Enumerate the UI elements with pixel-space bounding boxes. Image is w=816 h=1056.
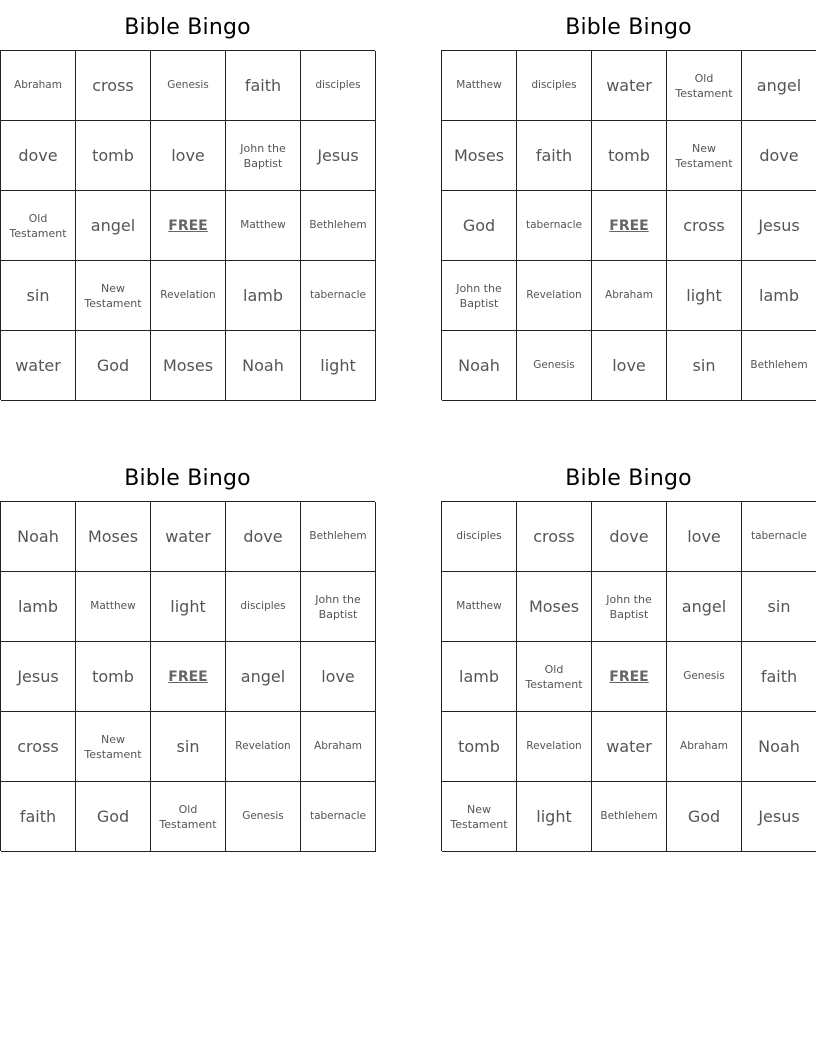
bingo-cell <box>592 51 667 121</box>
bingo-cell <box>151 121 226 191</box>
bingo-word: angel <box>681 597 727 616</box>
bingo-word: tabernacle <box>309 289 367 301</box>
bingo-cell <box>667 331 742 401</box>
bingo-word: Bethlehem <box>309 530 367 542</box>
bingo-word: tabernacle <box>525 219 583 231</box>
bingo-cell <box>517 712 592 782</box>
bingo-word: God <box>462 216 496 235</box>
bingo-cell <box>1 572 76 642</box>
bingo-cell <box>301 191 376 261</box>
bingo-cell <box>226 572 301 642</box>
bingo-word: Genesis <box>683 670 725 682</box>
bingo-cell <box>226 121 301 191</box>
bingo-cell <box>301 331 376 401</box>
bingo-cell <box>301 642 376 712</box>
bingo-word: cross <box>92 76 134 95</box>
bingo-cell <box>592 261 667 331</box>
bingo-cell <box>592 572 667 642</box>
bingo-cell <box>301 261 376 331</box>
bingo-word: Noah <box>758 737 800 756</box>
bingo-word: disciples <box>531 79 577 91</box>
bingo-cell <box>742 261 816 331</box>
bingo-word: Noah <box>458 356 500 375</box>
bingo-word: Abraham <box>680 740 728 752</box>
bingo-cell <box>1 712 76 782</box>
bingo-word: Old Testament <box>675 71 733 100</box>
bingo-word: Bethlehem <box>750 359 808 371</box>
bingo-word: cross <box>683 216 725 235</box>
bingo-cell <box>667 121 742 191</box>
bingo-cell <box>1 642 76 712</box>
bingo-grid <box>0 50 375 400</box>
bingo-cell <box>592 121 667 191</box>
bingo-word: water <box>165 527 211 546</box>
bingo-word: Revelation <box>526 740 582 752</box>
bingo-word: water <box>606 76 652 95</box>
bingo-cell <box>76 191 151 261</box>
bingo-word: love <box>612 356 646 375</box>
bingo-cell <box>226 261 301 331</box>
bingo-cell <box>1 782 76 852</box>
card-title: Bible Bingo <box>124 466 251 491</box>
bingo-cell <box>76 712 151 782</box>
bingo-word: lamb <box>243 286 283 305</box>
bingo-cell <box>517 782 592 852</box>
bingo-word: Abraham <box>314 740 362 752</box>
bingo-cell <box>76 502 151 572</box>
bingo-cell <box>742 712 816 782</box>
bingo-word: Bethlehem <box>600 810 658 822</box>
bingo-word: Noah <box>242 356 284 375</box>
bingo-cell <box>226 712 301 782</box>
bingo-word: disciples <box>240 600 286 612</box>
bingo-grid <box>0 501 375 851</box>
bingo-cell <box>226 51 301 121</box>
bingo-word: Genesis <box>242 810 284 822</box>
bingo-cell <box>517 642 592 712</box>
bingo-cell <box>517 51 592 121</box>
bingo-cell <box>442 331 517 401</box>
bingo-cell <box>76 572 151 642</box>
bingo-word: Jesus <box>317 146 359 165</box>
bingo-word: Moses <box>162 356 214 375</box>
bingo-word: John the Baptist <box>315 592 361 621</box>
bingo-cell <box>301 572 376 642</box>
bingo-cell <box>667 51 742 121</box>
bingo-grid <box>441 501 816 851</box>
bingo-word: Matthew <box>456 79 502 91</box>
bingo-word: faith <box>760 667 798 686</box>
bingo-word: tomb <box>92 146 134 165</box>
bingo-cell <box>226 782 301 852</box>
bingo-card-1 <box>0 0 375 400</box>
bingo-cell <box>76 331 151 401</box>
bingo-word: angel <box>756 76 802 95</box>
bingo-word: New Testament <box>84 281 142 310</box>
bingo-word: Bethlehem <box>309 219 367 231</box>
bingo-cell <box>667 261 742 331</box>
bingo-cell <box>742 51 816 121</box>
bingo-cell <box>742 191 816 261</box>
bingo-cell <box>1 191 76 261</box>
bingo-word: Abraham <box>14 79 62 91</box>
bingo-word: John the Baptist <box>606 592 652 621</box>
bingo-word: New Testament <box>450 802 508 831</box>
bingo-word: faith <box>244 76 282 95</box>
bingo-cell <box>667 502 742 572</box>
bingo-word: sin <box>26 286 50 305</box>
card-title: Bible Bingo <box>565 466 692 491</box>
bingo-word: Revelation <box>235 740 291 752</box>
bingo-cell <box>442 191 517 261</box>
bingo-grid <box>441 50 816 400</box>
bingo-cell <box>742 331 816 401</box>
bingo-word: Moses <box>453 146 505 165</box>
bingo-card-4 <box>441 451 816 851</box>
bingo-cell <box>76 261 151 331</box>
bingo-cell <box>742 572 816 642</box>
bingo-word: God <box>96 356 130 375</box>
bingo-word: water <box>606 737 652 756</box>
bingo-cell <box>742 782 816 852</box>
bingo-cell <box>301 502 376 572</box>
free-space-label: FREE <box>168 217 208 234</box>
bingo-cell <box>1 51 76 121</box>
bingo-cell <box>592 712 667 782</box>
free-space <box>592 642 667 712</box>
bingo-word: Moses <box>528 597 580 616</box>
bingo-word: dove <box>18 146 58 165</box>
bingo-cell <box>226 642 301 712</box>
bingo-cell <box>301 782 376 852</box>
bingo-word: dove <box>609 527 649 546</box>
free-space-label: FREE <box>609 217 649 234</box>
bingo-cell <box>151 502 226 572</box>
bingo-cell <box>442 712 517 782</box>
bingo-word: lamb <box>18 597 58 616</box>
bingo-word: light <box>686 286 722 305</box>
bingo-word: light <box>170 597 206 616</box>
bingo-cell <box>517 572 592 642</box>
bingo-cell <box>151 782 226 852</box>
bingo-cell <box>442 51 517 121</box>
bingo-cell <box>151 51 226 121</box>
bingo-cell <box>742 642 816 712</box>
bingo-cell <box>1 502 76 572</box>
bingo-cell <box>1 121 76 191</box>
bingo-cell <box>301 51 376 121</box>
bingo-word: faith <box>19 807 57 826</box>
bingo-word: love <box>321 667 355 686</box>
bingo-cell <box>151 712 226 782</box>
bingo-cell <box>76 121 151 191</box>
bingo-cell <box>151 331 226 401</box>
bingo-cell <box>592 331 667 401</box>
bingo-word: Jesus <box>758 807 800 826</box>
bingo-word: Old Testament <box>159 802 217 831</box>
bingo-cell <box>76 782 151 852</box>
bingo-word: sin <box>176 737 200 756</box>
bingo-word: New Testament <box>675 141 733 170</box>
bingo-word: faith <box>535 146 573 165</box>
bingo-cell <box>517 502 592 572</box>
bingo-word: sin <box>692 356 716 375</box>
bingo-cell <box>226 191 301 261</box>
bingo-cell <box>1 261 76 331</box>
bingo-word: water <box>15 356 61 375</box>
bingo-word: Old Testament <box>525 662 583 691</box>
bingo-word: love <box>171 146 205 165</box>
bingo-word: Genesis <box>167 79 209 91</box>
bingo-word: angel <box>240 667 286 686</box>
free-space-label: FREE <box>609 668 649 685</box>
bingo-cell <box>442 782 517 852</box>
bingo-cell <box>226 502 301 572</box>
bingo-word: Revelation <box>526 289 582 301</box>
bingo-cell <box>517 191 592 261</box>
bingo-word: tomb <box>92 667 134 686</box>
bingo-cell <box>742 121 816 191</box>
bingo-cell <box>442 572 517 642</box>
bingo-word: love <box>687 527 721 546</box>
bingo-cell <box>226 331 301 401</box>
bingo-word: God <box>687 807 721 826</box>
bingo-cell <box>442 642 517 712</box>
bingo-word: Matthew <box>90 600 136 612</box>
bingo-word: tomb <box>608 146 650 165</box>
bingo-cell <box>667 712 742 782</box>
bingo-card-3 <box>0 451 375 851</box>
bingo-word: John the Baptist <box>240 141 286 170</box>
bingo-word: tomb <box>458 737 500 756</box>
bingo-cell <box>517 331 592 401</box>
bingo-word: John the Baptist <box>456 281 502 310</box>
bingo-word: sin <box>767 597 791 616</box>
bingo-cell <box>742 502 816 572</box>
bingo-word: dove <box>759 146 799 165</box>
bingo-cell <box>301 121 376 191</box>
bingo-cell <box>76 642 151 712</box>
bingo-word: light <box>320 356 356 375</box>
bingo-word: Matthew <box>456 600 502 612</box>
bingo-cell <box>76 51 151 121</box>
bingo-cell <box>667 572 742 642</box>
bingo-word: disciples <box>456 530 502 542</box>
bingo-word: God <box>96 807 130 826</box>
bingo-word: Noah <box>17 527 59 546</box>
bingo-card-2 <box>441 0 816 400</box>
bingo-cell <box>151 261 226 331</box>
bingo-word: Moses <box>87 527 139 546</box>
bingo-cell <box>667 642 742 712</box>
bingo-word: Matthew <box>240 219 286 231</box>
bingo-word: Jesus <box>17 667 59 686</box>
free-space <box>592 191 667 261</box>
free-space <box>151 642 226 712</box>
bingo-cell <box>442 261 517 331</box>
bingo-word: lamb <box>759 286 799 305</box>
bingo-word: Revelation <box>160 289 216 301</box>
bingo-word: tabernacle <box>309 810 367 822</box>
bingo-cell <box>517 261 592 331</box>
bingo-cell <box>442 121 517 191</box>
bingo-word: Jesus <box>758 216 800 235</box>
bingo-word: Old Testament <box>9 211 67 240</box>
bingo-cell <box>442 502 517 572</box>
bingo-word: Abraham <box>605 289 653 301</box>
card-title: Bible Bingo <box>565 15 692 40</box>
bingo-cell <box>301 712 376 782</box>
bingo-word: cross <box>533 527 575 546</box>
bingo-word: Genesis <box>533 359 575 371</box>
free-space-label: FREE <box>168 668 208 685</box>
bingo-cell <box>592 782 667 852</box>
bingo-word: disciples <box>315 79 361 91</box>
bingo-word: New Testament <box>84 732 142 761</box>
bingo-cell <box>667 191 742 261</box>
bingo-cell <box>517 121 592 191</box>
bingo-cell <box>1 331 76 401</box>
bingo-word: tabernacle <box>750 530 808 542</box>
card-title: Bible Bingo <box>124 15 251 40</box>
free-space <box>151 191 226 261</box>
bingo-word: light <box>536 807 572 826</box>
bingo-cell <box>151 572 226 642</box>
bingo-cell <box>667 782 742 852</box>
bingo-word: angel <box>90 216 136 235</box>
bingo-word: dove <box>243 527 283 546</box>
bingo-cell <box>592 502 667 572</box>
bingo-word: cross <box>17 737 59 756</box>
bingo-word: lamb <box>459 667 499 686</box>
